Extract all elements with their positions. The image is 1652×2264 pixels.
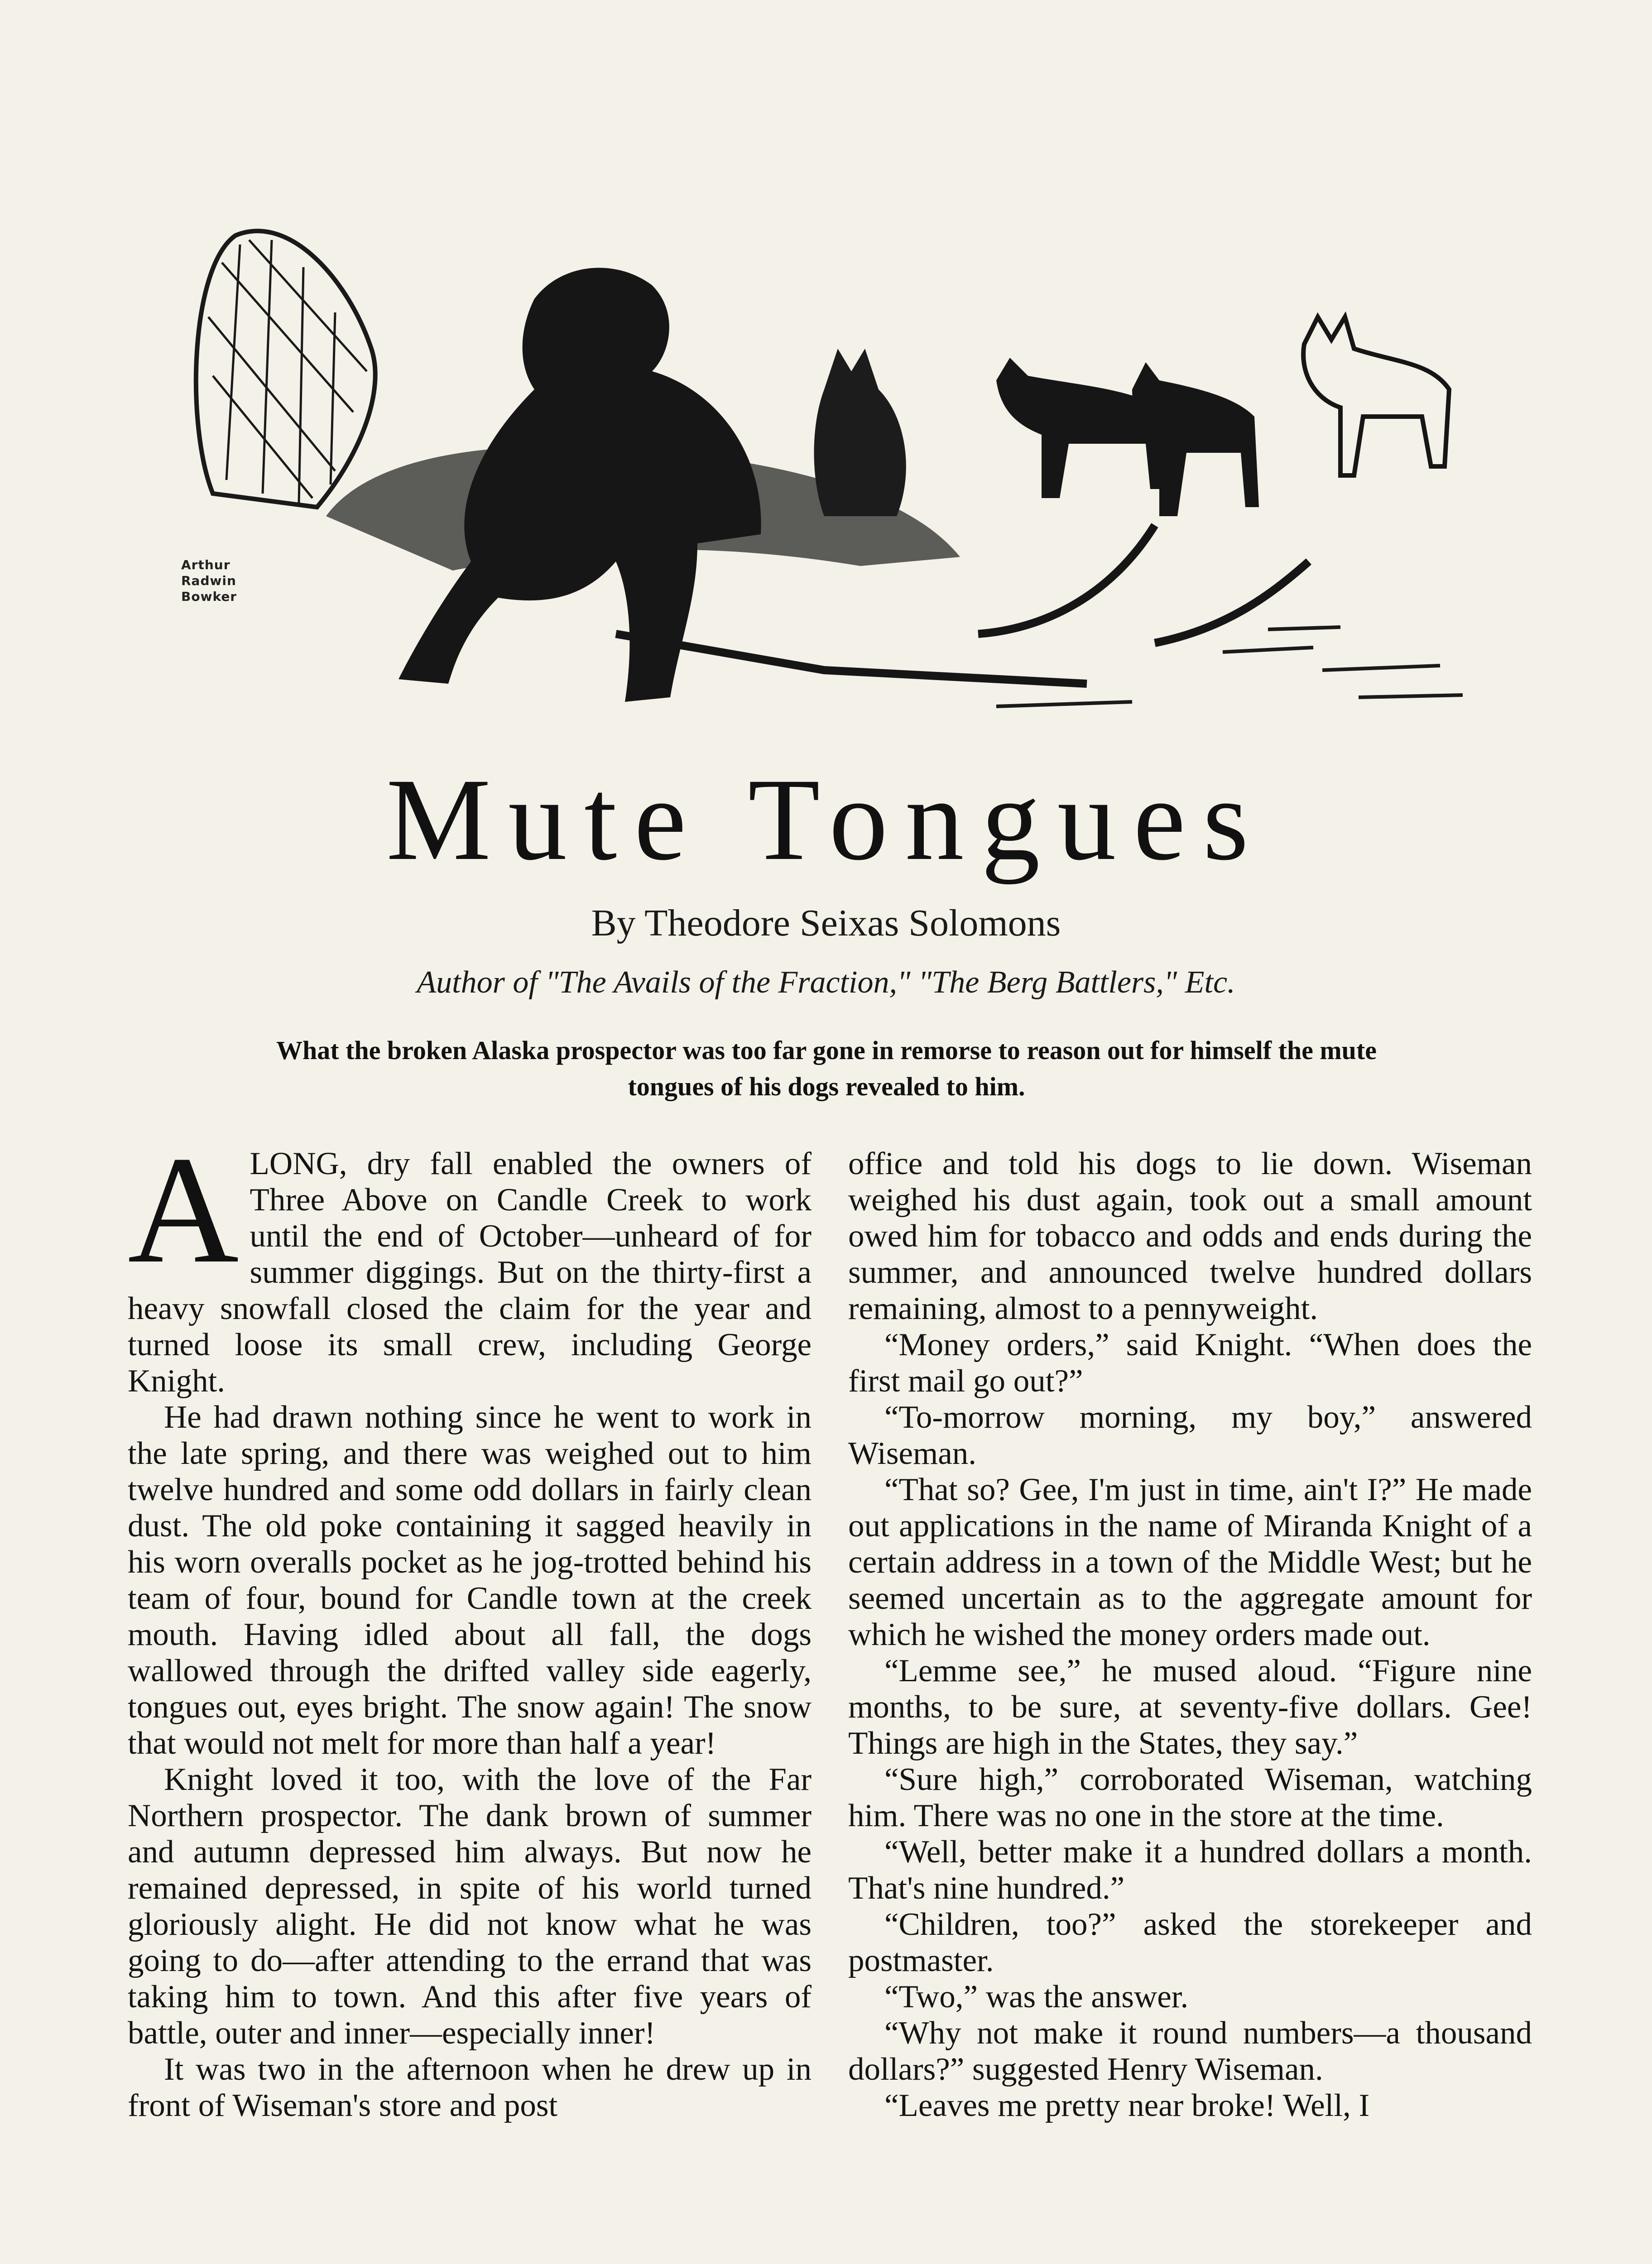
paragraph: He had drawn nothing since he went to work in the late spring, and there was weighed out to him twelve hundred and some odd dollars in fairly clean dust. The old poke containing it sagged heavily in his worn overalls pocket as he jog-trotted behind his team of four, bound for Candle town at the creek mouth. Having idled about all fall, the dogs wallowed through the drifted valley side eagerly, tongues out, eyes bright. The snow again! The snow that would not melt for more than half a year!: [128, 1400, 812, 1761]
snowshoe-icon: [196, 231, 375, 507]
left-text-column: [128, 1124, 812, 2124]
author-credits: Author of "The Avails of the Fraction," "The Berg Battlers," Etc.: [417, 965, 1235, 1000]
artist-signature-line: Bowker: [181, 589, 237, 604]
paragraph: “To-morrow morning, my boy,” answered Wiseman.: [848, 1400, 1532, 1471]
paragraph: LONG, dry fall enabled the owners of Three Above on Candle Creek to work until the end of October—unheard of for summer diggings. But on the thirty-first a heavy snowfall closed the claim for the year and turned loose its small crew, including George Knight.: [128, 1146, 812, 1399]
artist-signature-line: Arthur: [181, 557, 231, 572]
artist-signature-line: Radwin: [181, 573, 236, 588]
paragraph: “Children, too?” asked the storekeeper and postmaster.: [848, 1907, 1532, 1978]
paragraph: office and told his dogs to lie down. Wiseman weighed his dust again, took out a small amount owed him for tobacco and odds and ends during the summer, and announced twelve hundred dollars remaining, almost to a pennyweight.: [848, 1146, 1532, 1326]
paragraph: “Why not make it round numbers—a thousand dollars?” suggested Henry Wiseman.: [848, 2015, 1532, 2087]
paragraph: It was two in the afternoon when he drew up in front of Wiseman's store and post: [128, 2052, 812, 2123]
sitting-dog-icon: [814, 349, 906, 516]
right-text-column: [848, 1146, 1532, 2124]
paragraph: “Money orders,” said Knight. “When does the first mail go out?”: [848, 1327, 1532, 1399]
paragraph: “That so? Gee, I'm just in time, ain't I?” He made out applications in the name of Miranda Knight of a certain address in a town of the Middle West; but he seemed uncertain as to the aggregate amount for which he wished the money orders made out.: [848, 1472, 1532, 1652]
author-byline: By Theodore Seixas Solomons: [591, 902, 1061, 944]
drop-cap: A: [128, 1124, 239, 1295]
standing-dogs-icon: [996, 317, 1449, 516]
paragraph: “Sure high,” corroborated Wiseman, watching him. There was no one in the store at the time.: [848, 1762, 1532, 1833]
snow-ground-lines: [996, 627, 1463, 706]
paragraph: “Leaves me pretty near broke! Well, I: [884, 2088, 1370, 2123]
story-subtitle: What the broken Alaska prospector was too far gone in remorse to reason out for himself the mute tongues of his dogs revealed to him.: [276, 1036, 1377, 1102]
artist-signature: [181, 557, 254, 604]
paragraph: “Lemme see,” he mused aloud. “Figure nine months, to be sure, at seventy-five dollars. Gee! Things are high in the States, they say.”: [848, 1653, 1532, 1761]
story-title: Mute Tongues: [386, 754, 1266, 885]
paragraph: “Well, better make it a hundred dollars a month. That's nine hundred.”: [848, 1834, 1532, 1906]
prospector-with-dogs-illustration: [181, 199, 1472, 756]
paragraph: Knight loved it too, with the love of the Far Northern prospector. The dank brown of summer and autumn depressed him always. But now he remained depressed, in spite of his world turned gloriously alight. He did not know what he was going to do—after attending to the errand that was taking him to town. And this after five years of battle, outer and inner—especially inner!: [128, 1762, 812, 2051]
paragraph: “Two,” was the answer.: [884, 1979, 1189, 2015]
